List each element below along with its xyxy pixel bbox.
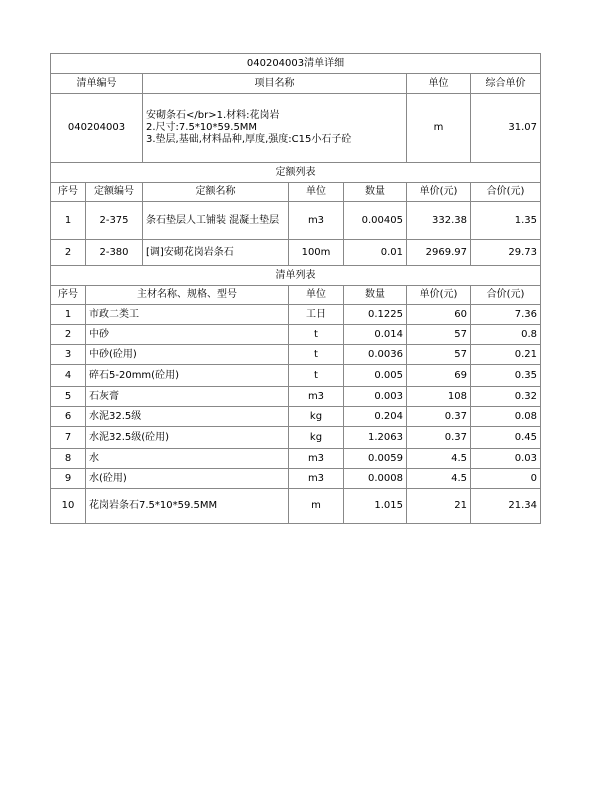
material-qty: 0.0059 <box>344 449 407 469</box>
material-no: 10 <box>51 489 86 524</box>
material-qty: 0.0036 <box>344 345 407 365</box>
quota-name: [调]安砌花岗岩条石 <box>143 240 289 266</box>
quota-no-header: 序号 <box>51 183 86 202</box>
material-row <box>51 305 541 325</box>
quota-total-header: 合价(元) <box>471 183 541 202</box>
material-price: 21 <box>407 489 471 524</box>
material-name: 石灰膏 <box>86 387 289 407</box>
quota-code: 2-375 <box>86 202 143 240</box>
material-total: 7.36 <box>471 305 541 325</box>
material-row <box>51 365 541 387</box>
material-no: 1 <box>51 305 86 325</box>
material-row <box>51 407 541 427</box>
material-name: 水(砼用) <box>86 469 289 489</box>
material-no: 9 <box>51 469 86 489</box>
material-name: 水 <box>86 449 289 469</box>
material-unit: t <box>289 365 344 387</box>
material-total: 0.03 <box>471 449 541 469</box>
bill-unit-header: 单位 <box>407 74 471 94</box>
material-no: 3 <box>51 345 86 365</box>
material-row <box>51 325 541 345</box>
quota-code: 2-380 <box>86 240 143 266</box>
material-price: 69 <box>407 365 471 387</box>
material-price: 0.37 <box>407 427 471 449</box>
bill-name-header: 项目名称 <box>143 74 407 94</box>
material-name: 水泥32.5级(砼用) <box>86 427 289 449</box>
material-price: 57 <box>407 325 471 345</box>
material-unit: 工日 <box>289 305 344 325</box>
material-name: 中砂(砼用) <box>86 345 289 365</box>
material-unit: m3 <box>289 387 344 407</box>
material-no: 5 <box>51 387 86 407</box>
material-name: 市政二类工 <box>86 305 289 325</box>
material-row <box>51 387 541 407</box>
material-price: 4.5 <box>407 469 471 489</box>
material-name: 水泥32.5级 <box>86 407 289 427</box>
material-section-title: 清单列表 <box>51 266 541 286</box>
material-name: 中砂 <box>86 325 289 345</box>
material-qty: 0.005 <box>344 365 407 387</box>
table-title: 040204003清单详细 <box>51 54 541 74</box>
material-qty: 0.0008 <box>344 469 407 489</box>
material-price-header: 单价(元) <box>407 286 471 305</box>
material-no: 6 <box>51 407 86 427</box>
material-no: 8 <box>51 449 86 469</box>
quota-qty-header: 数量 <box>344 183 407 202</box>
quota-code-header: 定额编号 <box>86 183 143 202</box>
material-unit: kg <box>289 427 344 449</box>
material-qty: 0.1225 <box>344 305 407 325</box>
material-unit: m3 <box>289 469 344 489</box>
quota-qty: 0.00405 <box>344 202 407 240</box>
material-unit: m3 <box>289 449 344 469</box>
material-total-header: 合价(元) <box>471 286 541 305</box>
quota-total: 29.73 <box>471 240 541 266</box>
quota-price: 2969.97 <box>407 240 471 266</box>
material-total: 0.21 <box>471 345 541 365</box>
material-total: 0.08 <box>471 407 541 427</box>
quota-row <box>51 240 541 266</box>
bill-description-line: 安砌条石</br>1.材料:花岗岩 <box>146 110 280 121</box>
quota-unit-header: 单位 <box>289 183 344 202</box>
material-qty: 0.003 <box>344 387 407 407</box>
material-price: 60 <box>407 305 471 325</box>
material-total: 0.8 <box>471 325 541 345</box>
quota-price: 332.38 <box>407 202 471 240</box>
material-name-header: 主材名称、规格、型号 <box>86 286 289 305</box>
material-price: 57 <box>407 345 471 365</box>
quota-name: 条石垫层人工铺装 混凝土垫层 <box>143 202 289 240</box>
quota-price-header: 单价(元) <box>407 183 471 202</box>
bill-code: 040204003 <box>51 94 143 163</box>
material-name: 花岗岩条石7.5*10*59.5MM <box>86 489 289 524</box>
quota-unit: 100m <box>289 240 344 266</box>
material-total: 0.45 <box>471 427 541 449</box>
bill-description-line: 2.尺寸:7.5*10*59.5MM <box>146 122 258 133</box>
material-total: 0 <box>471 469 541 489</box>
material-no: 4 <box>51 365 86 387</box>
material-qty: 1.015 <box>344 489 407 524</box>
material-unit: t <box>289 325 344 345</box>
bill-unit: m <box>407 94 471 163</box>
material-row <box>51 427 541 449</box>
bill-description-line: 3.垫层,基础,材料品种,厚度,强度:C15小石子砼 <box>146 134 352 145</box>
quota-row <box>51 202 541 240</box>
material-no: 2 <box>51 325 86 345</box>
material-no: 7 <box>51 427 86 449</box>
material-total: 21.34 <box>471 489 541 524</box>
material-qty: 0.204 <box>344 407 407 427</box>
material-name: 碎石5-20mm(砼用) <box>86 365 289 387</box>
material-unit: kg <box>289 407 344 427</box>
material-row <box>51 489 541 524</box>
material-price: 108 <box>407 387 471 407</box>
material-row <box>51 449 541 469</box>
quota-no: 2 <box>51 240 86 266</box>
material-total: 0.32 <box>471 387 541 407</box>
material-total: 0.35 <box>471 365 541 387</box>
quota-total: 1.35 <box>471 202 541 240</box>
bill-price-header: 综合单价 <box>471 74 541 94</box>
material-unit-header: 单位 <box>289 286 344 305</box>
quota-no: 1 <box>51 202 86 240</box>
quota-unit: m3 <box>289 202 344 240</box>
material-qty: 0.014 <box>344 325 407 345</box>
quota-section-title: 定额列表 <box>51 163 541 183</box>
material-no-header: 序号 <box>51 286 86 305</box>
material-qty-header: 数量 <box>344 286 407 305</box>
material-qty: 1.2063 <box>344 427 407 449</box>
bill-description <box>143 94 407 163</box>
material-row <box>51 345 541 365</box>
material-unit: m <box>289 489 344 524</box>
bill-price: 31.07 <box>471 94 541 163</box>
material-unit: t <box>289 345 344 365</box>
material-price: 4.5 <box>407 449 471 469</box>
quota-name-header: 定额名称 <box>143 183 289 202</box>
quota-qty: 0.01 <box>344 240 407 266</box>
bill-detail-table <box>50 53 541 524</box>
material-row <box>51 469 541 489</box>
bill-code-header: 清单编号 <box>51 74 143 94</box>
material-price: 0.37 <box>407 407 471 427</box>
